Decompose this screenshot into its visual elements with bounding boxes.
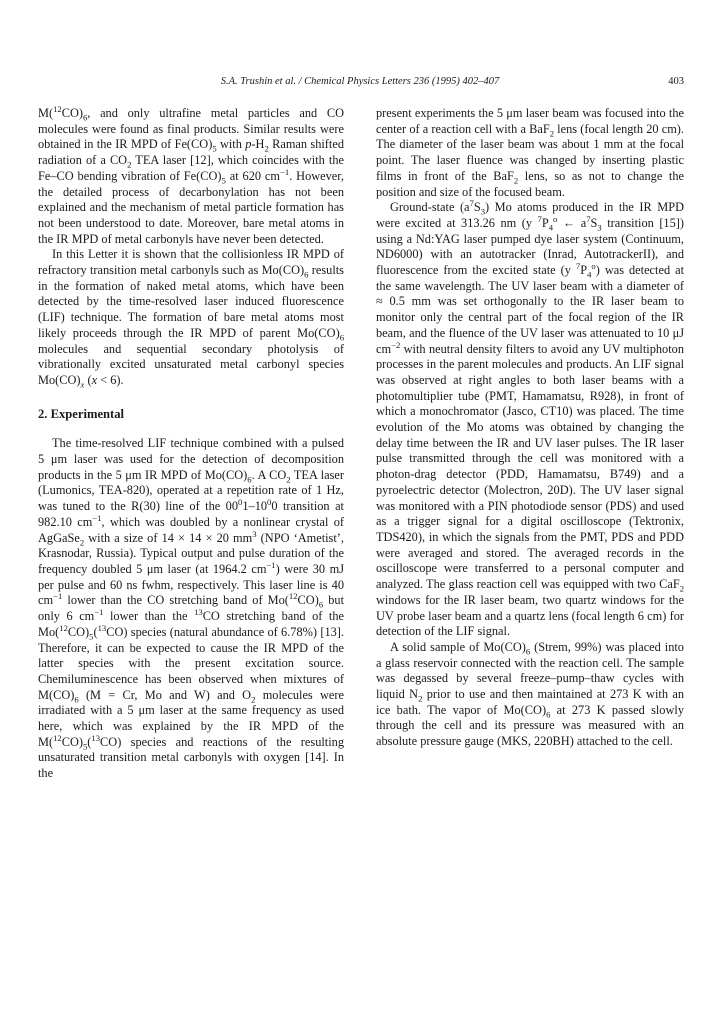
paragraph: A solid sample of $Mo(CO)_6$ (Strem, 99%) was placed into a glass reservoir connected with the reaction cell. The sample was degassed by several freeze–pump–thaw cycles with liquid $N_2$ prior to use and then maintained at 273 K with an ice bath. The vapor of $Mo(CO)_6$ at 273 K passed slowly through the cell and its pressure was measured with an absolute pressure gauge (MKS, 220BH) attached to the cell. [376,639,684,749]
page-number: 403 [668,76,684,87]
paragraph: Ground-state $(a^7S_3)$ Mo atoms produced in the IR MPD were excited at 313.26 nm (y $^7P_4^o$ ← $a^7S_3$ transition [15]) using a Nd:YAG laser pumped dye laser system (Continuum, ND6000) with an autotracker (Inrad, AutotrackerII), and fluorescence from the excited state (y $^7P_4^o$) was detected at the same wavelength. The UV laser beam with a diameter of ≈ 0.5 mm was set orthogonally to the IR laser beam to monitor only the central part of the focal region of the IR beam, and the fluence of the UV laser was attenuated to 10 μJ $cm^{-2}$ with neutral density filters to avoid any UV multiphoton processes in the parent molecules and products. An LIF signal was observed at right angles to both laser beams with a photomultiplier tube (PMT, Hamamatsu, R928), in front of which a monochromator (Jasco, CT10) was placed. The time evolution of the Mo atoms was obtained by changing the delay time between the IR and UV laser pulses. The IR laser pulse transmitted through the cell was monitored with a photon-drag detector (PDD, Hamamatsu, B749) and a pyroelectric detector (Molectron, 20D). The UV laser signal was monitored with a PIN photodiode sensor (PDS) and used as a trigger signal for a digital oscilloscope (Tektronix, TDS420), in which the signals from the PMT, PDS and PDD were averaged and stored. The averaged records in the oscilloscope were transferred to a personal computer and analyzed. The glass reaction cell was equipped with two CaF$_2$ windows for the IR laser beam, two quartz windows for the UV probe laser beam and a quartz lens (focal length 6 cm) for detection of the LIF signal. [376,198,685,639]
paragraph: present experiments the 5 μm laser beam was focused into the center of a reaction cell with a BaF$_2$ lens (focal length 20 cm). The diameter of the laser beam was about 1 mm at the focal point. The laser fluence was changed by inserting plastic films in front of the BaF$_2$ lens, so as not to change the position and size of the focused beam. [376,106,684,199]
paragraph: In this Letter it is shown that the collisionless IR MPD of refractory transition metal carbonyls such as $Mo(CO)_6$ results in the formation of naked metal atoms, which have been detected by the time-resolved laser induced fluorescence (LIF) technique. The formation of bare metal atoms most likely proceeds through the IR MPD of parent $Mo(CO)_6$ molecules and sequential secondary photolysis of vibrationally excited unsaturated metal carbonyl species $Mo(CO)_x$ (x < 6). [38,247,344,390]
paragraph: $M(^{12}CO)_6$, and only ultrafine metal particles and CO molecules were found as final products. Similar results were obtained in the IR MPD of $Fe(CO)_5$ with $p-H_2$ Raman shifted radiation of a $CO_2$ TEA laser [12], which coincides with the Fe–CO bending vibration of $Fe(CO)_5$ at 620 $cm^{-1}$. However, the detailed process of decarbonylation has not been explained and the mechanism of metal particle formation has not been understood to date. Moreover, bare metal atoms in the IR MPD of metal carbonyls have never been detected. [38,103,345,246]
paragraph: The time-resolved LIF technique combined with a pulsed 5 μm laser was used for the detection of decomposition products in the 5 μm IR MPD of $Mo(CO)_6$. A $CO_2$ TEA laser (Lumonics, TEA-820), operated at a repetition rate of 1 Hz, was tuned to the R(30) line of the $00^01-10^00$ transition at 982.10 $cm^{-1}$, which was doubled by a nonlinear crystal of AgGaSe$_2$ with a size of 14 × 14 × 20 $mm^3$ (NPO ‘Ametist’, Krasnodar, Russia). Typical output and pulse duration of the frequency doubled 5 μm laser (at 1964.2 $cm^{-1}$) were 30 mJ per pulse and 60 ns fwhm, respectively. This laser line is 40 $cm^{-1}$ lower than the CO stretching band of $Mo(^{12}CO)_6$ but only 6 $cm^{-1}$ lower than the $^{13}$CO stretching band of the $Mo(^{12}CO)_5(^{13}CO)$ species (natural abundance of 6.78%) [13]. Therefore, it can be expected to cause the IR MPD of the latter species with the present excitation source. Chemiluminescence has been observed when mixtures of $M(CO)_6$ (M = Cr, Mo and W) and $O_2$ molecules were irradiated with a 5 μm laser at the same frequency as used here, which was explained by the IR MPD of the $M(^{12}CO)_5(^{13}CO)$ species and reactions of the resulting unsaturated transition metal carbonyls with oxygen [14]. In the [38,436,345,781]
right-column [376,106,684,750]
left-column [38,103,345,782]
section-heading: 2. Experimental [38,406,125,421]
running-head: S.A. Trushin et al. / Chemical Physics Letters 236 (1995) 402–407 [220,76,500,87]
page-header [36,76,684,92]
